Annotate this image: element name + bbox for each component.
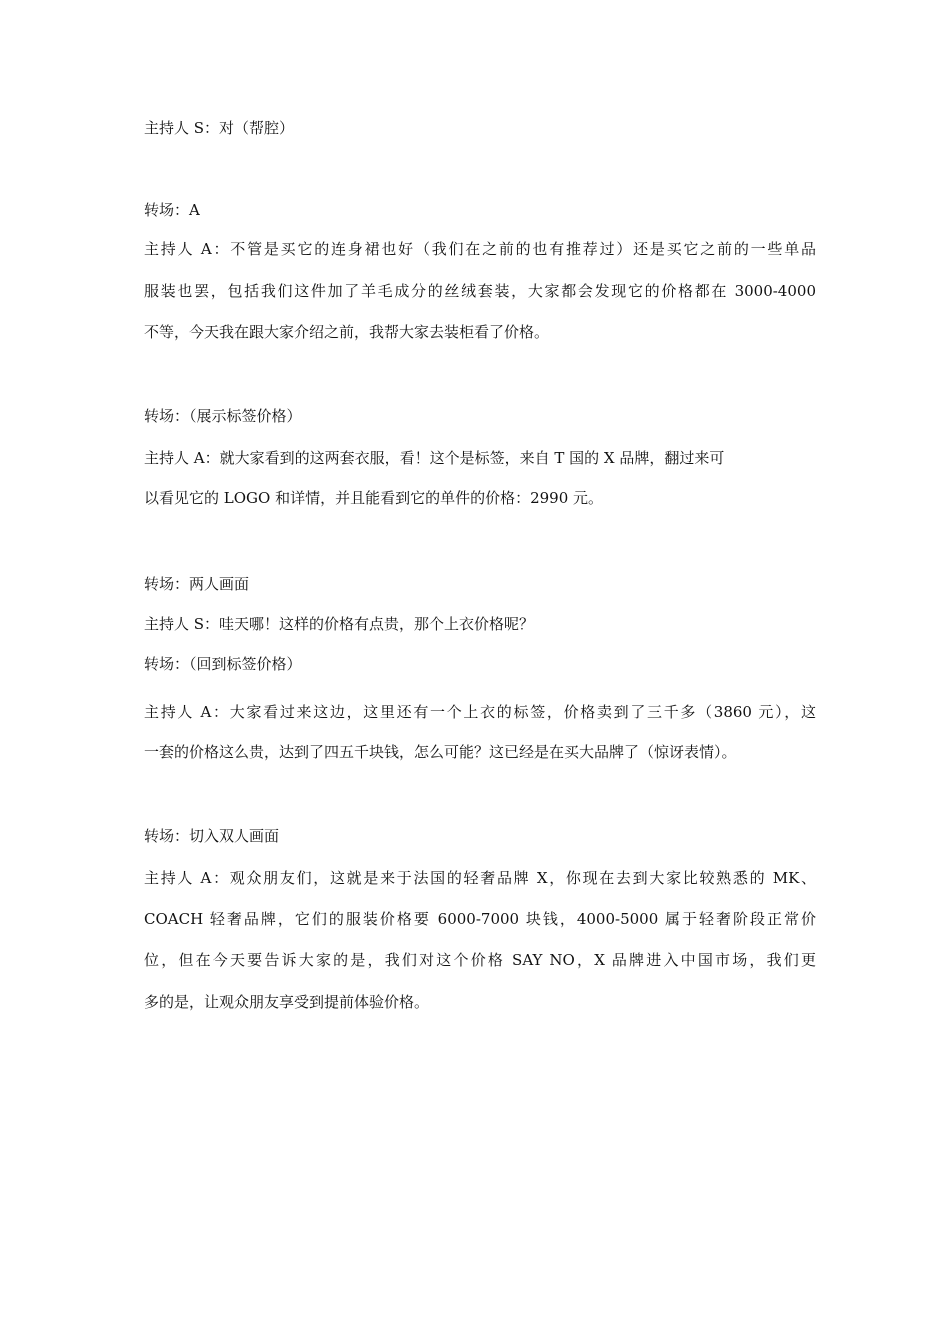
dialogue-host-a-line: 主持人 A：大家看过来这边，这里还有一个上衣的标签，价格卖到了三千多（3860 元），这 [144, 703, 816, 721]
dialogue-continuation-line: 位，但在今天要告诉大家的是，我们对这个价格 SAY NO，X 品牌进入中国市场，我们更 [144, 951, 816, 969]
dialogue-host-s-line: 主持人 S：对（帮腔） [144, 119, 295, 137]
scene-transition-line: 转场：（展示标签价格） [144, 407, 302, 425]
dialogue-continuation-line: 服装也罢，包括我们这件加了羊毛成分的丝绒套装，大家都会发现它的价格都在 3000-4000 [144, 282, 816, 300]
dialogue-host-s-line: 主持人 S：哇天哪！这样的价格有点贵，那个上衣价格呢？ [144, 615, 535, 633]
dialogue-host-a-line: 主持人 A：观众朋友们，这就是来于法国的轻奢品牌 X，你现在去到大家比较熟悉的 MK、 [144, 869, 816, 887]
scene-transition-line: 转场：两人画面 [144, 575, 250, 593]
scene-transition-line: 转场：（回到标签价格） [144, 655, 302, 673]
dialogue-host-a-line: 主持人 A：就大家看到的这两套衣服，看！这个是标签，来自 T 国的 X 品牌，翻过来可 [144, 449, 725, 467]
scene-transition-line: 转场：A [144, 201, 200, 219]
dialogue-continuation-line: 一套的价格这么贵，达到了四五千块钱，怎么可能？这已经是在买大品牌了（惊讶表情）。 [144, 743, 737, 761]
dialogue-continuation-line: 以看见它的 LOGO 和详情，并且能看到它的单件的价格：2990 元。 [144, 489, 604, 507]
dialogue-continuation-line: COACH 轻奢品牌，它们的服装价格要 6000-7000 块钱，4000-5000 属于轻奢阶段正常价 [144, 910, 816, 928]
dialogue-continuation-line: 多的是，让观众朋友享受到提前体验价格。 [144, 993, 430, 1011]
dialogue-continuation-line: 不等，今天我在跟大家介绍之前，我帮大家去装柜看了价格。 [144, 323, 550, 341]
scene-transition-line: 转场：切入双人画面 [144, 827, 280, 845]
dialogue-host-a-line: 主持人 A：不管是买它的连身裙也好（我们在之前的也有推荐过）还是买它之前的一些单品 [144, 240, 816, 258]
